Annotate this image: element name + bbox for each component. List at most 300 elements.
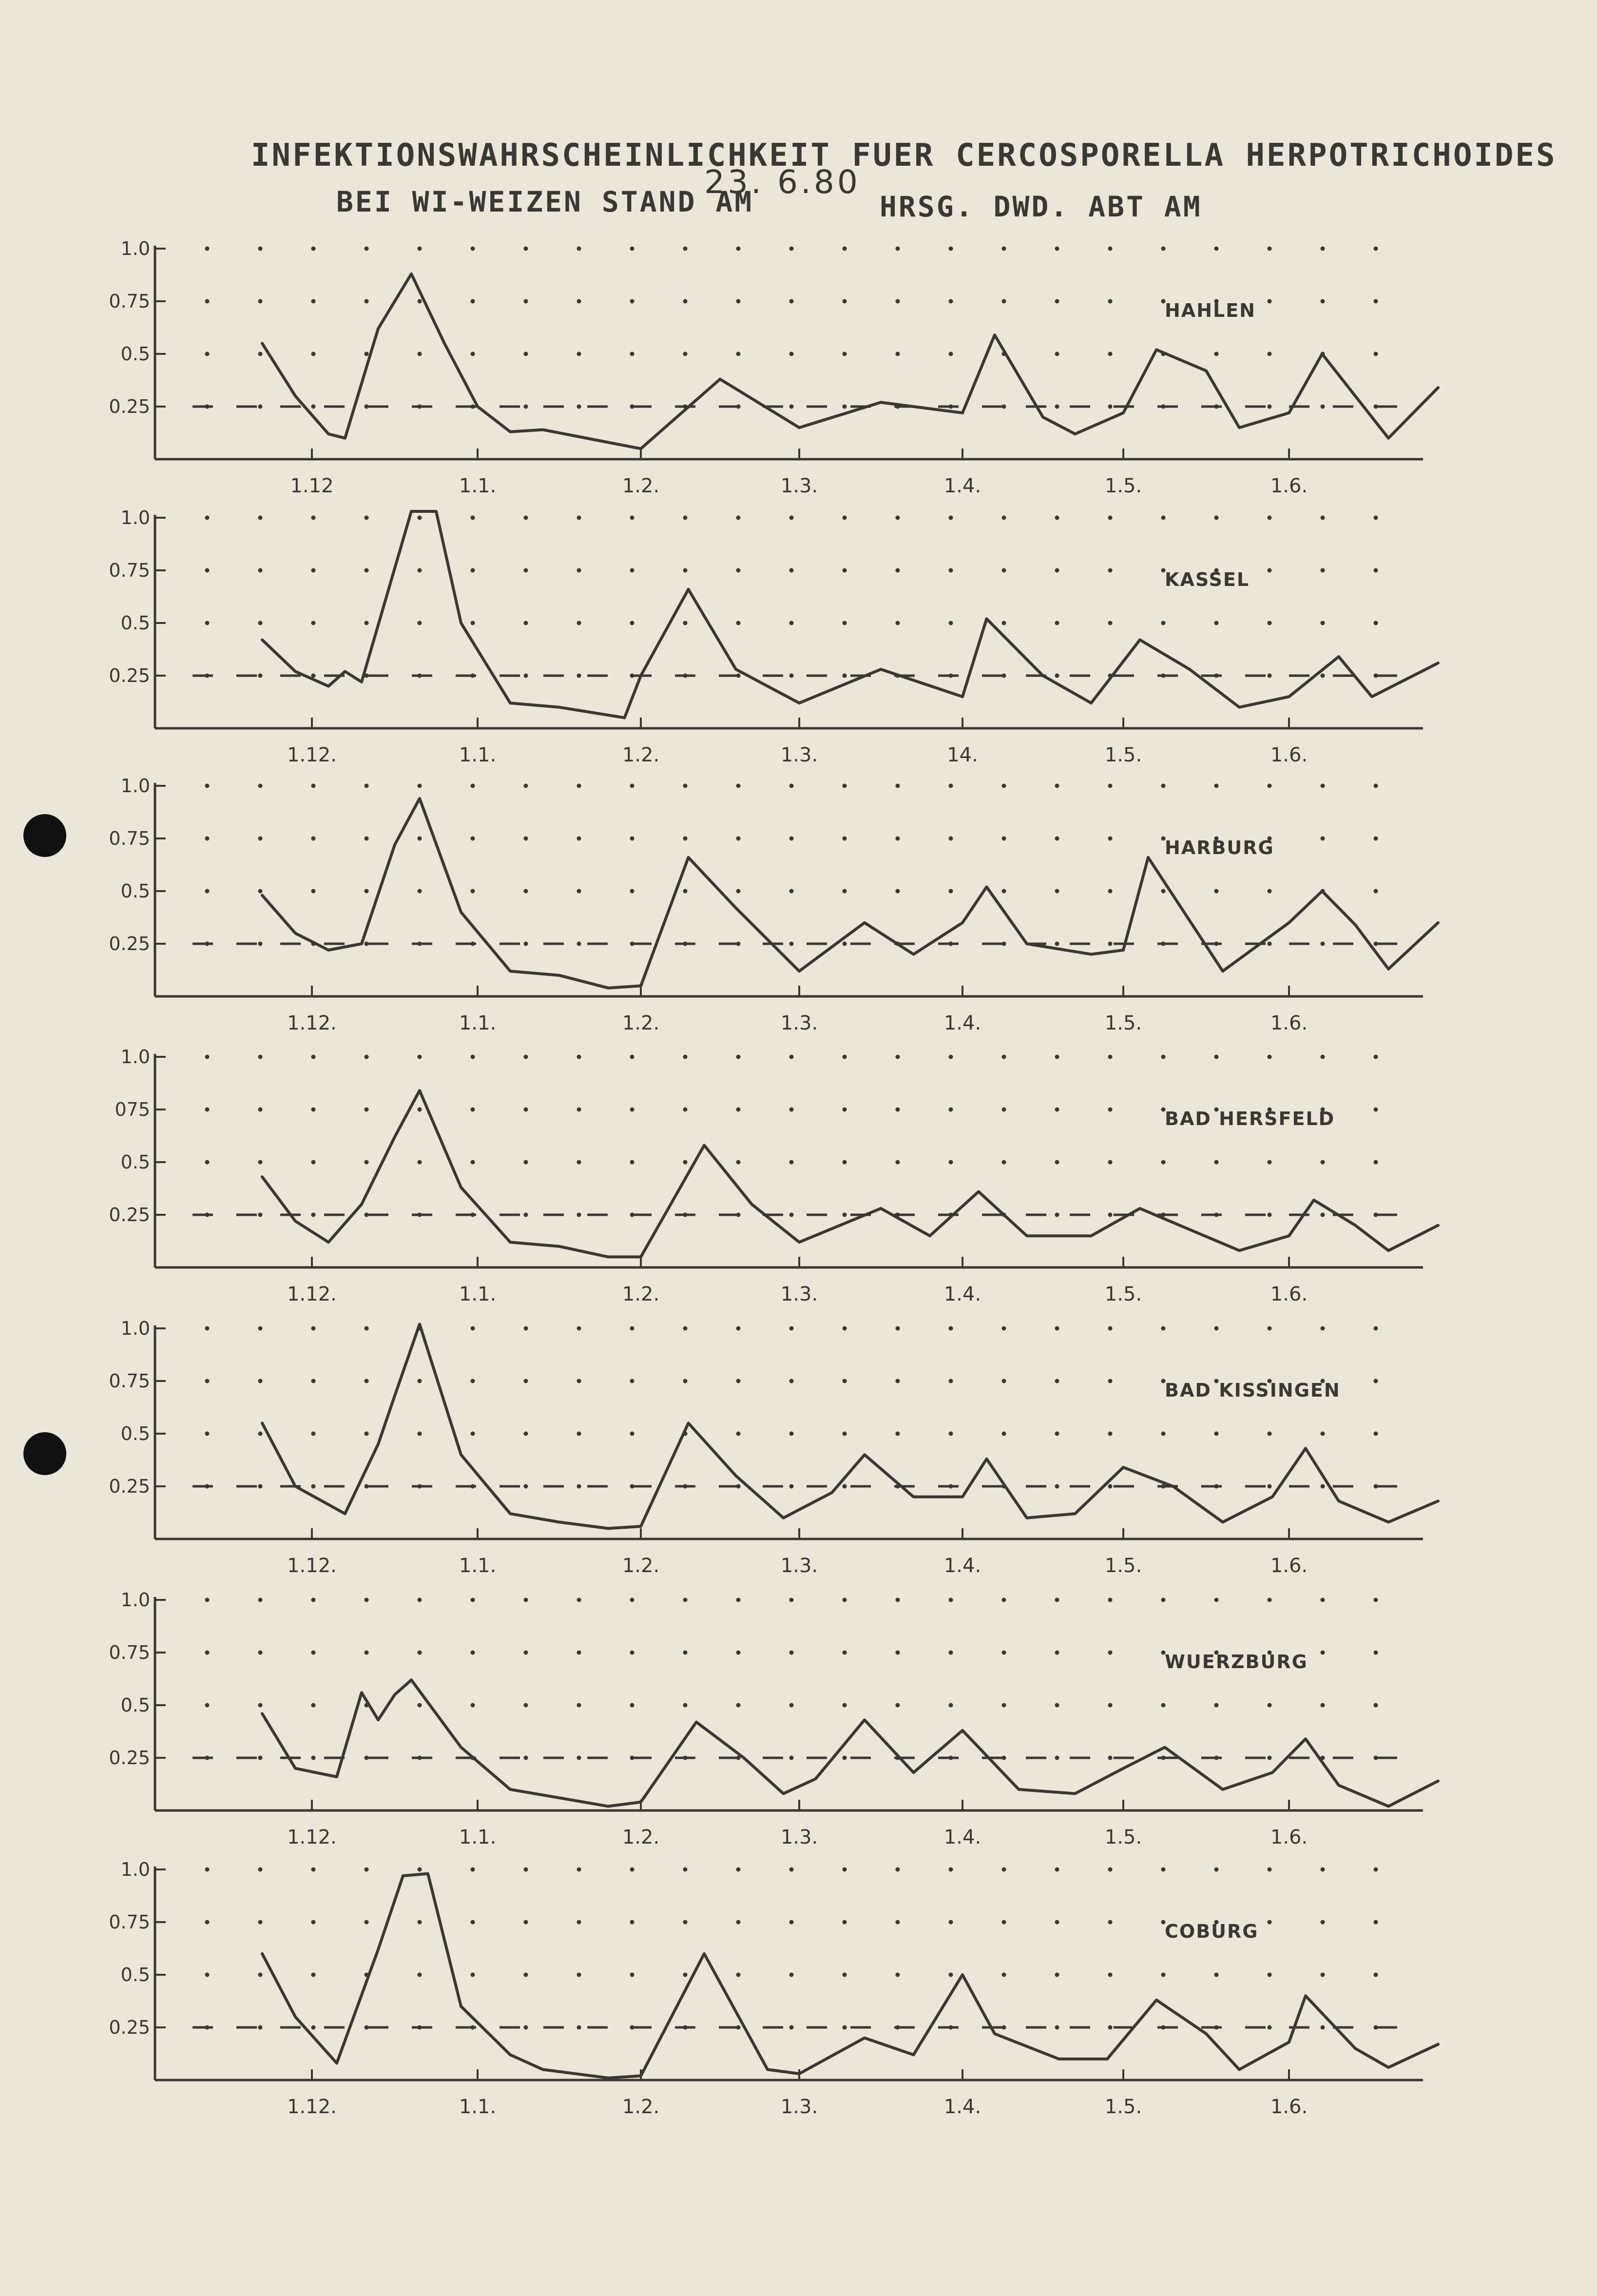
grid-dot — [736, 1326, 741, 1331]
x-tick-label: 1.5. — [1104, 1555, 1142, 1577]
grid-dot — [1321, 568, 1325, 573]
grid-dot — [311, 1756, 316, 1760]
grid-dot — [1374, 1160, 1378, 1165]
grid-dot — [1108, 2025, 1113, 2030]
grid-dot — [1108, 1973, 1113, 1977]
grid-dot — [896, 784, 900, 788]
y-tick-label: 0.5 — [120, 1694, 150, 1716]
grid-dot — [1268, 352, 1272, 356]
grid-dot — [896, 1651, 900, 1655]
grid-dot — [577, 621, 581, 625]
grid-dot — [1055, 1379, 1059, 1383]
x-tick-label: 1.4. — [943, 1826, 981, 1848]
grid-dot — [1161, 1973, 1166, 1977]
grid-dot — [896, 299, 900, 304]
grid-dot — [683, 1651, 688, 1655]
x-tick-label: 1.5. — [1104, 1283, 1142, 1305]
grid-dot — [1321, 942, 1325, 946]
grid-dot — [418, 1432, 422, 1436]
x-tick-label: 1.1. — [459, 1012, 497, 1034]
grid-dot — [843, 1598, 847, 1602]
grid-dot — [1214, 1598, 1219, 1602]
grid-dot — [577, 674, 581, 678]
grid-dot — [630, 1379, 635, 1383]
x-tick-label: 1.3. — [780, 1283, 818, 1305]
grid-dot — [949, 784, 953, 788]
grid-dot — [1321, 299, 1325, 304]
grid-dot — [524, 516, 528, 520]
grid-dot — [205, 299, 210, 304]
x-tick-label: 1.2. — [622, 2096, 660, 2118]
grid-dot — [736, 1920, 741, 1925]
grid-dot — [1268, 1213, 1272, 1217]
grid-dot — [418, 1651, 422, 1655]
grid-dot — [577, 247, 581, 251]
grid-dot — [258, 247, 263, 251]
grid-dot — [1374, 1432, 1378, 1436]
grid-dot — [311, 1160, 316, 1165]
grid-dot — [1161, 516, 1166, 520]
grid-dot — [1002, 837, 1006, 841]
x-tick-label: 1.6. — [1270, 2096, 1308, 2118]
grid-dot — [311, 2025, 316, 2030]
grid-dot — [949, 1160, 953, 1165]
grid-dot — [789, 352, 794, 356]
grid-dot — [683, 1868, 688, 1872]
grid-dot — [311, 352, 316, 356]
grid-dot — [683, 1973, 688, 1977]
grid-dot — [1108, 621, 1113, 625]
grid-dot — [843, 1326, 847, 1331]
grid-dot — [896, 1160, 900, 1165]
grid-dot — [1214, 352, 1219, 356]
grid-dot — [311, 621, 316, 625]
grid-dot — [524, 1432, 528, 1436]
grid-dot — [1374, 1973, 1378, 1977]
grid-dot — [524, 1379, 528, 1383]
station-label: KASSEL — [1165, 569, 1250, 590]
grid-dot — [630, 299, 635, 304]
grid-dot — [630, 1973, 635, 1977]
grid-dot — [683, 837, 688, 841]
x-tick-label: 1.1. — [459, 1555, 497, 1577]
grid-dot — [1374, 1703, 1378, 1708]
grid-dot — [630, 516, 635, 520]
grid-dot — [258, 1651, 263, 1655]
grid-dot — [1002, 299, 1006, 304]
grid-dot — [789, 1920, 794, 1925]
grid-dot — [630, 1598, 635, 1602]
grid-dot — [1268, 405, 1272, 409]
series-line — [262, 1324, 1438, 1528]
grid-dot — [1214, 1973, 1219, 1977]
grid-dot — [1214, 1055, 1219, 1059]
grid-dot — [843, 837, 847, 841]
grid-dot — [789, 1055, 794, 1059]
grid-dot — [949, 299, 953, 304]
grid-dot — [418, 889, 422, 894]
x-tick-label: 1.6. — [1270, 1283, 1308, 1305]
grid-dot — [1002, 1598, 1006, 1602]
grid-dot — [258, 942, 263, 946]
grid-dot — [736, 1598, 741, 1602]
grid-dot — [1002, 1108, 1006, 1112]
grid-dot — [1108, 1055, 1113, 1059]
grid-dot — [1055, 1326, 1059, 1331]
grid-dot — [736, 1651, 741, 1655]
grid-dot — [471, 516, 475, 520]
grid-dot — [1055, 621, 1059, 625]
y-tick-label: 0.75 — [109, 1642, 150, 1663]
grid-dot — [1108, 1868, 1113, 1872]
x-tick-label: 1.2. — [622, 475, 660, 497]
x-tick-label: 1.6. — [1270, 1826, 1308, 1848]
station-label: WUERZBURG — [1165, 1651, 1308, 1673]
grid-dot — [365, 516, 369, 520]
x-tick-label: 1.12. — [287, 2096, 337, 2118]
y-tick-label: 0.75 — [109, 291, 150, 312]
grid-dot — [1055, 352, 1059, 356]
grid-dot — [736, 784, 741, 788]
grid-dot — [471, 247, 475, 251]
grid-dot — [949, 1379, 953, 1383]
grid-dot — [1055, 568, 1059, 573]
grid-dot — [789, 784, 794, 788]
grid-dot — [896, 516, 900, 520]
grid-dot — [1268, 1326, 1272, 1331]
grid-dot — [736, 1432, 741, 1436]
grid-dot — [365, 1108, 369, 1112]
x-tick-label: 1.3. — [780, 2096, 818, 2118]
y-tick-label: 0.75 — [109, 828, 150, 849]
grid-dot — [1321, 1484, 1325, 1489]
grid-dot — [683, 1379, 688, 1383]
x-tick-label: 1.4. — [943, 1555, 981, 1577]
grid-dot — [843, 299, 847, 304]
grid-dot — [524, 837, 528, 841]
grid-dot — [1374, 889, 1378, 894]
grid-dot — [789, 1213, 794, 1217]
y-tick-label: 0.5 — [120, 1423, 150, 1444]
grid-dot — [683, 299, 688, 304]
grid-dot — [205, 1868, 210, 1872]
grid-dot — [258, 1160, 263, 1165]
grid-dot — [1268, 1703, 1272, 1708]
grid-dot — [949, 1868, 953, 1872]
grid-dot — [1055, 1213, 1059, 1217]
grid-dot — [1055, 1920, 1059, 1925]
grid-dot — [258, 784, 263, 788]
grid-dot — [418, 1703, 422, 1708]
grid-dot — [1374, 352, 1378, 356]
y-tick-label: 0.75 — [109, 560, 150, 581]
grid-dot — [311, 1432, 316, 1436]
grid-dot — [1055, 1703, 1059, 1708]
x-tick-label: 1.6. — [1270, 475, 1308, 497]
grid-dot — [205, 784, 210, 788]
grid-dot — [789, 1108, 794, 1112]
grid-dot — [1002, 1432, 1006, 1436]
grid-dot — [1374, 1379, 1378, 1383]
grid-dot — [524, 1756, 528, 1760]
grid-dot — [524, 621, 528, 625]
grid-dot — [258, 2025, 263, 2030]
grid-dot — [1321, 405, 1325, 409]
grid-dot — [258, 1598, 263, 1602]
grid-dot — [1055, 299, 1059, 304]
grid-dot — [418, 1160, 422, 1165]
grid-dot — [1055, 889, 1059, 894]
grid-dot — [843, 1703, 847, 1708]
grid-dot — [630, 1920, 635, 1925]
grid-dot — [630, 1055, 635, 1059]
grid-dot — [789, 1973, 794, 1977]
grid-dot — [258, 621, 263, 625]
x-tick-label: 1.1. — [459, 1826, 497, 1848]
x-tick-label: 1.4. — [943, 475, 981, 497]
grid-dot — [471, 1055, 475, 1059]
grid-dot — [1002, 1868, 1006, 1872]
x-tick-label: 1.2. — [622, 1283, 660, 1305]
grid-dot — [577, 1703, 581, 1708]
grid-dot — [1214, 516, 1219, 520]
grid-dot — [1161, 1055, 1166, 1059]
grid-dot — [789, 405, 794, 409]
y-tick-label: 075 — [115, 1099, 150, 1120]
grid-dot — [1321, 1868, 1325, 1872]
grid-dot — [471, 568, 475, 573]
grid-dot — [736, 1160, 741, 1165]
x-tick-label: 1.12. — [287, 1826, 337, 1848]
figure-title-line2-left: BEI WI-WEIZEN STAND AM — [336, 185, 754, 218]
grid-dot — [1161, 1326, 1166, 1331]
grid-dot — [949, 1651, 953, 1655]
grid-dot — [365, 1160, 369, 1165]
grid-dot — [1214, 621, 1219, 625]
grid-dot — [205, 516, 210, 520]
grid-dot — [843, 1756, 847, 1760]
x-tick-label: 1.12 — [290, 475, 334, 497]
grid-dot — [1002, 1703, 1006, 1708]
x-tick-label: 1.6. — [1270, 1012, 1308, 1034]
grid-dot — [1321, 247, 1325, 251]
grid-dot — [896, 1055, 900, 1059]
grid-dot — [311, 784, 316, 788]
grid-dot — [1002, 784, 1006, 788]
grid-dot — [524, 405, 528, 409]
grid-dot — [365, 1598, 369, 1602]
grid-dot — [577, 1379, 581, 1383]
x-tick-label: 1.3. — [780, 1555, 818, 1577]
grid-dot — [736, 1703, 741, 1708]
grid-dot — [683, 352, 688, 356]
station-label: HARBURG — [1165, 837, 1274, 858]
grid-dot — [205, 621, 210, 625]
grid-dot — [311, 1868, 316, 1872]
y-tick-label: 0.75 — [109, 1370, 150, 1392]
grid-dot — [1108, 516, 1113, 520]
grid-dot — [1108, 942, 1113, 946]
grid-dot — [1268, 516, 1272, 520]
grid-dot — [311, 1213, 316, 1217]
grid-dot — [1108, 1432, 1113, 1436]
grid-dot — [1374, 1326, 1378, 1331]
grid-dot — [418, 1598, 422, 1602]
grid-dot — [418, 247, 422, 251]
y-tick-label: 0.5 — [120, 880, 150, 902]
grid-dot — [736, 1973, 741, 1977]
grid-dot — [1161, 1432, 1166, 1436]
grid-dot — [577, 889, 581, 894]
grid-dot — [471, 1108, 475, 1112]
grid-dot — [418, 1973, 422, 1977]
grid-dot — [630, 621, 635, 625]
grid-dot — [524, 1868, 528, 1872]
grid-dot — [1321, 1973, 1325, 1977]
grid-dot — [896, 247, 900, 251]
grid-dot — [1374, 568, 1378, 573]
grid-dot — [577, 299, 581, 304]
grid-dot — [683, 516, 688, 520]
grid-dot — [683, 621, 688, 625]
grid-dot — [789, 1756, 794, 1760]
grid-dot — [418, 352, 422, 356]
grid-dot — [789, 1160, 794, 1165]
grid-dot — [577, 1651, 581, 1655]
y-tick-label: 0.25 — [109, 1747, 150, 1769]
x-tick-label: 1.1. — [459, 2096, 497, 2118]
grid-dot — [1214, 247, 1219, 251]
grid-dot — [418, 1920, 422, 1925]
grid-dot — [630, 784, 635, 788]
grid-dot — [311, 1920, 316, 1925]
x-tick-label: 1.6. — [1270, 744, 1308, 766]
grid-dot — [630, 1703, 635, 1708]
grid-dot — [524, 247, 528, 251]
grid-dot — [577, 1868, 581, 1872]
grid-dot — [949, 516, 953, 520]
x-tick-label: 14. — [947, 744, 978, 766]
grid-dot — [1321, 1703, 1325, 1708]
grid-dot — [1108, 1756, 1113, 1760]
grid-dot — [789, 299, 794, 304]
grid-dot — [1055, 674, 1059, 678]
grid-dot — [577, 1108, 581, 1112]
grid-dot — [1321, 1598, 1325, 1602]
y-tick-label: 0.25 — [109, 2017, 150, 2038]
grid-dot — [1268, 247, 1272, 251]
grid-dot — [843, 352, 847, 356]
grid-dot — [418, 299, 422, 304]
grid-dot — [1268, 568, 1272, 573]
grid-dot — [1161, 784, 1166, 788]
grid-dot — [258, 1703, 263, 1708]
grid-dot — [577, 1432, 581, 1436]
grid-dot — [1055, 1108, 1059, 1112]
y-tick-label: 0.25 — [109, 396, 150, 417]
x-tick-label: 1.12. — [287, 1555, 337, 1577]
grid-dot — [365, 247, 369, 251]
grid-dot — [630, 352, 635, 356]
grid-dot — [1055, 942, 1059, 946]
grid-dot — [896, 1108, 900, 1112]
grid-dot — [1321, 674, 1325, 678]
grid-dot — [949, 1055, 953, 1059]
grid-dot — [683, 1326, 688, 1331]
grid-dot — [205, 1326, 210, 1331]
grid-dot — [258, 1379, 263, 1383]
grid-dot — [896, 1973, 900, 1977]
grid-dot — [311, 889, 316, 894]
grid-dot — [683, 568, 688, 573]
grid-dot — [789, 1598, 794, 1602]
grid-dot — [949, 621, 953, 625]
grid-dot — [524, 674, 528, 678]
grid-dot — [258, 516, 263, 520]
grid-dot — [1268, 1920, 1272, 1925]
grid-dot — [843, 1651, 847, 1655]
grid-dot — [1374, 516, 1378, 520]
grid-dot — [683, 1108, 688, 1112]
grid-dot — [577, 837, 581, 841]
grid-dot — [311, 516, 316, 520]
grid-dot — [365, 1379, 369, 1383]
grid-dot — [896, 352, 900, 356]
grid-dot — [365, 621, 369, 625]
y-tick-label: 0.5 — [120, 612, 150, 634]
y-tick-label: 0.75 — [109, 1911, 150, 1933]
grid-dot — [524, 1055, 528, 1059]
grid-dot — [577, 1484, 581, 1489]
x-tick-label: 1.3. — [780, 744, 818, 766]
grid-dot — [843, 784, 847, 788]
grid-dot — [896, 1920, 900, 1925]
grid-dot — [1108, 1703, 1113, 1708]
grid-dot — [418, 516, 422, 520]
grid-dot — [471, 1379, 475, 1383]
grid-dot — [1374, 1920, 1378, 1925]
x-tick-label: 1.2. — [622, 1555, 660, 1577]
grid-dot — [843, 1973, 847, 1977]
grid-dot — [471, 1432, 475, 1436]
grid-dot — [1055, 837, 1059, 841]
grid-dot — [789, 516, 794, 520]
grid-dot — [524, 568, 528, 573]
grid-dot — [789, 1703, 794, 1708]
grid-dot — [1002, 1379, 1006, 1383]
grid-dot — [365, 352, 369, 356]
grid-dot — [843, 1160, 847, 1165]
grid-dot — [630, 1108, 635, 1112]
grid-dot — [789, 1484, 794, 1489]
grid-dot — [1268, 889, 1272, 894]
grid-dot — [205, 1973, 210, 1977]
grid-dot — [896, 621, 900, 625]
grid-dot — [630, 1326, 635, 1331]
series-line — [262, 511, 1438, 718]
grid-dot — [630, 1432, 635, 1436]
grid-dot — [365, 837, 369, 841]
grid-dot — [1374, 784, 1378, 788]
grid-dot — [1374, 1108, 1378, 1112]
grid-dot — [471, 1920, 475, 1925]
x-tick-label: 1.12. — [287, 744, 337, 766]
grid-dot — [736, 837, 741, 841]
grid-dot — [365, 568, 369, 573]
grid-dot — [524, 1703, 528, 1708]
grid-dot — [524, 1598, 528, 1602]
grid-dot — [736, 1868, 741, 1872]
